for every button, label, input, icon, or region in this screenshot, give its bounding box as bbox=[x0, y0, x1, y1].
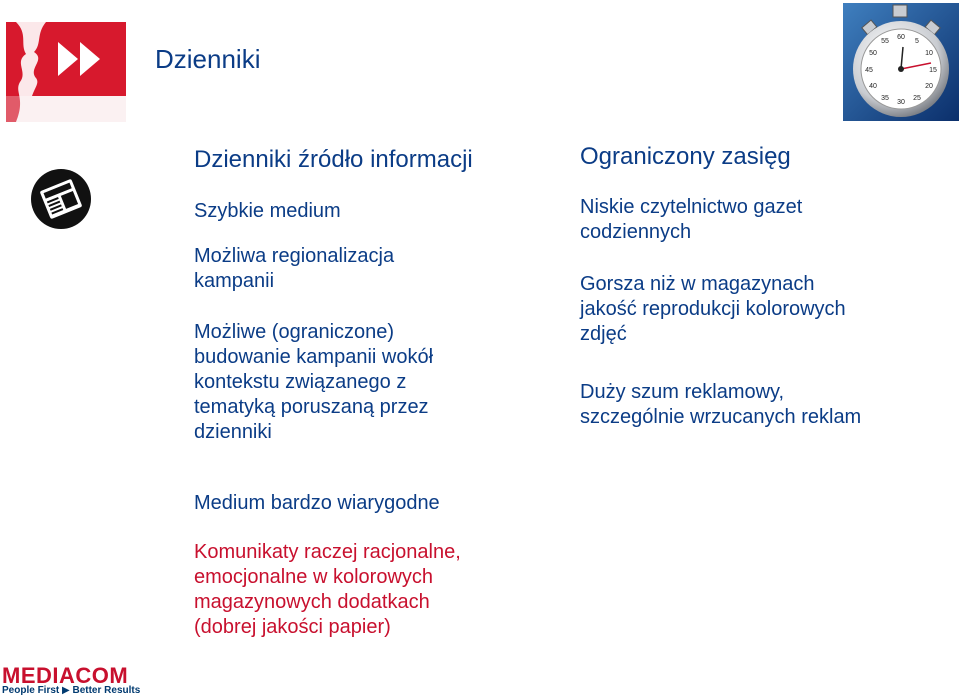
left-item-line: tematyką poruszaną przez bbox=[194, 396, 429, 418]
left-item-line: Możliwa regionalizacja bbox=[194, 245, 395, 267]
left-item-line: magazynowych dodatkach bbox=[194, 591, 430, 613]
newspaper-icon bbox=[30, 168, 92, 230]
mediacom-logo bbox=[2, 663, 141, 696]
stopwatch-label-35: 35 bbox=[881, 95, 889, 102]
stopwatch-icon bbox=[843, 3, 959, 121]
left-item-line: budowanie kampanii wokół bbox=[194, 346, 434, 368]
mediacom-tagline: People First ▶ Better Results bbox=[2, 685, 141, 696]
stopwatch-label-15: 15 bbox=[929, 67, 937, 74]
right-item-print-quality bbox=[580, 272, 846, 347]
right-item-ad-clutter bbox=[580, 380, 861, 430]
left-item-line: emocjonalne w kolorowych bbox=[194, 566, 434, 588]
stopwatch-label-10: 10 bbox=[925, 50, 933, 57]
left-item-regionalization bbox=[194, 244, 394, 294]
slide-title: Dzienniki bbox=[155, 44, 261, 74]
right-item-line: Niskie czytelnictwo gazet bbox=[580, 196, 803, 218]
right-item-line: zdjęć bbox=[580, 323, 627, 345]
stopwatch-label-20: 20 bbox=[925, 83, 933, 90]
left-item-line: Szybkie medium bbox=[194, 200, 341, 222]
stopwatch-label-30: 30 bbox=[897, 99, 905, 106]
stopwatch-label-40: 40 bbox=[869, 83, 877, 90]
stopwatch-label-50: 50 bbox=[869, 50, 877, 57]
brand-profile-logo bbox=[6, 22, 126, 122]
left-item-line: Medium bardzo wiarygodne bbox=[194, 492, 440, 514]
stopwatch-label-55: 55 bbox=[881, 38, 889, 45]
right-item-line: codziennych bbox=[580, 221, 692, 243]
left-item-fast-medium bbox=[194, 199, 341, 224]
left-item-credible-medium bbox=[194, 491, 440, 516]
left-item-line: kampanii bbox=[194, 270, 275, 292]
left-item-line: kontekstu związanego z bbox=[194, 371, 407, 393]
stopwatch-label-25: 25 bbox=[913, 95, 921, 102]
left-item-context-campaign bbox=[194, 320, 433, 445]
left-item-line: Możliwe (ograniczone) bbox=[194, 321, 395, 343]
stopwatch-label-5: 5 bbox=[915, 38, 919, 45]
right-item-line: jakość reprodukcji kolorowych bbox=[580, 298, 846, 320]
mediacom-wordmark: MEDIACOM bbox=[2, 663, 129, 688]
left-column-heading: Dzienniki źródło informacji bbox=[194, 146, 473, 173]
right-item-line: Gorsza niż w magazynach bbox=[580, 273, 815, 295]
left-item-rational-messages bbox=[194, 540, 461, 640]
right-item-line: szczególnie wrzucanych reklam bbox=[580, 406, 862, 428]
stopwatch-label-45: 45 bbox=[865, 67, 873, 74]
right-item-line: Duży szum reklamowy, bbox=[580, 381, 785, 403]
left-item-line: dzienniki bbox=[194, 421, 272, 443]
right-item-low-readership bbox=[580, 195, 802, 245]
left-item-line: Komunikaty raczej racjonalne, bbox=[194, 541, 461, 563]
right-column-heading: Ograniczony zasięg bbox=[580, 143, 791, 170]
left-item-line: (dobrej jakości papier) bbox=[194, 616, 391, 638]
stopwatch-label-60: 60 bbox=[897, 34, 905, 41]
